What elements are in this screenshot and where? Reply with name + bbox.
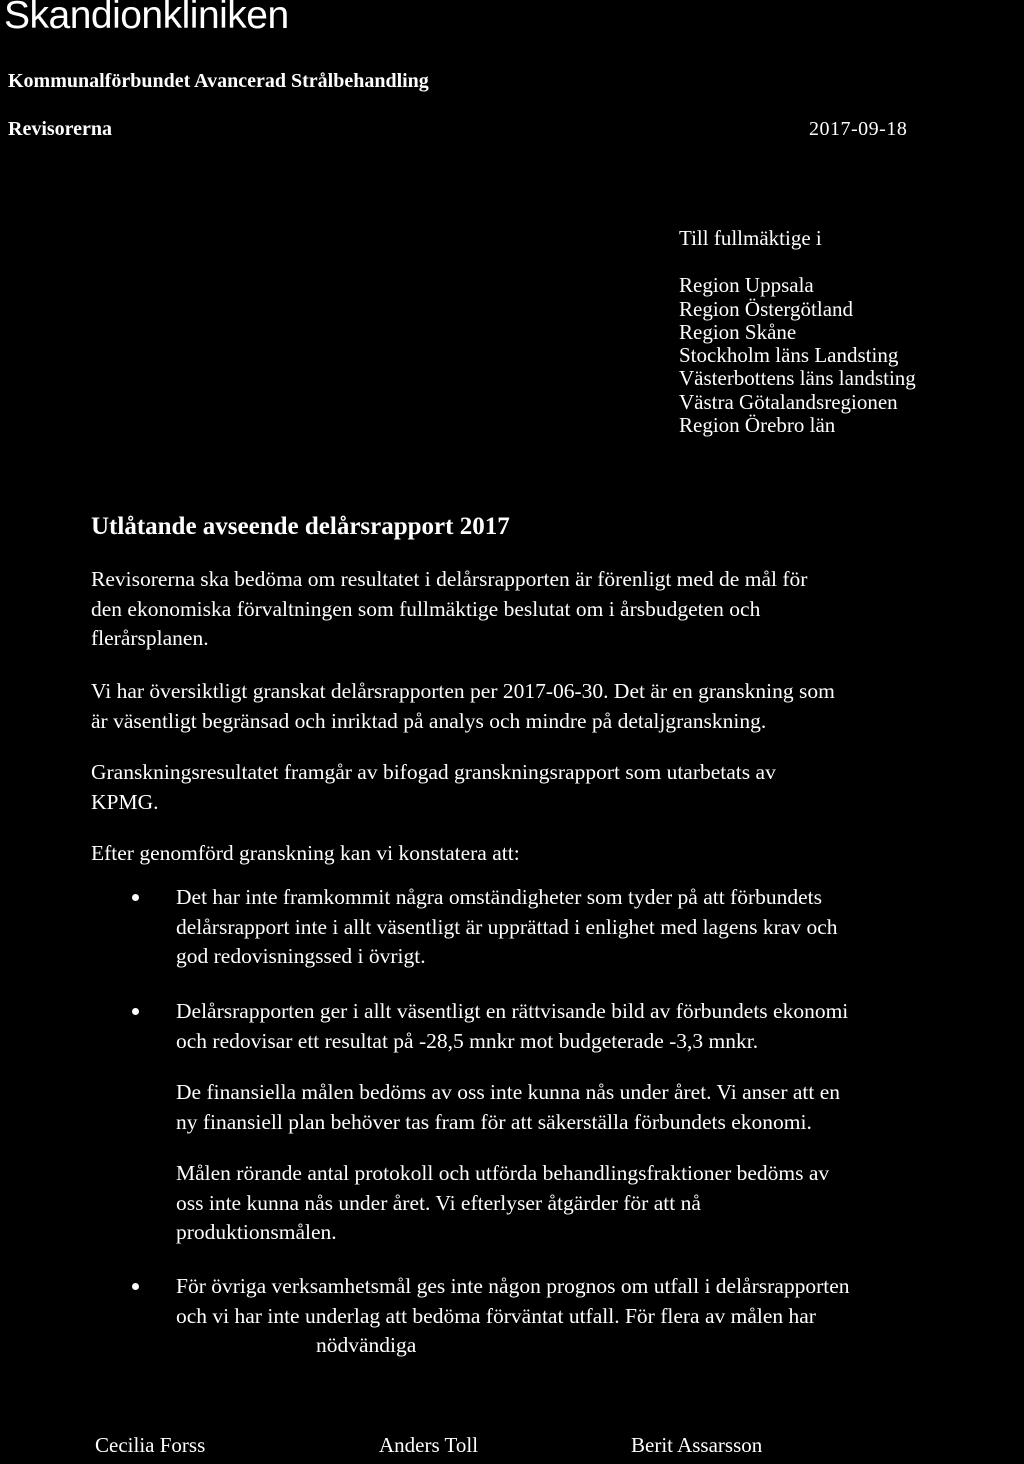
recipients-intro: Till fullmäktige i [679, 226, 822, 250]
bullet-line: ny finansiell plan behöver tas fram för att säkerställa förbundets ekonomi. [176, 1109, 812, 1134]
signature-name: Anders Toll [379, 1433, 479, 1457]
recipients-block [679, 227, 916, 437]
bullet-dot-icon [132, 1008, 139, 1015]
paragraph-assessment-scope [91, 565, 1024, 654]
document-heading: Utlåtande avseende delårsrapport 2017 [91, 513, 510, 540]
recipient-item: Region Örebro län [679, 413, 836, 438]
paragraph-line: KPMG. [91, 789, 159, 814]
paragraph-line: flerårsplanen. [91, 626, 209, 651]
paragraph-review-results [91, 758, 1024, 817]
bullet-subparagraph-financial-goals [176, 1078, 840, 1137]
recipient-item: Region Uppsala [679, 273, 814, 298]
bullet-line: Delårsrapporten ger i allt väsentligt en rättvisande bild av förbundets ekonomi [176, 999, 849, 1023]
recipient-item: Västra Götalandsregionen [679, 389, 898, 414]
paragraph-line: Vi har översiktligt granskat delårsrapporten per 2017-06-30. Det är en granskning som [91, 679, 835, 703]
bullet-line: De finansiella målen bedöms av oss inte kunna nås under året. Vi anser att en [176, 1080, 841, 1104]
paragraph-line: Granskningsresultatet framgår av bifogad granskningsrapport som utarbetats av [91, 760, 776, 784]
bullet-subparagraph-production-goals [176, 1159, 829, 1248]
recipient-item: Region Östergötland [679, 296, 854, 321]
bullet-line: och vi har inte underlag att bedöma förväntat utfall. För flera av målen har [176, 1303, 816, 1328]
bullet-text [176, 1272, 850, 1361]
bullet-line: Målen rörande antal protokoll och utförda behandlingsfraktioner bedöms av [176, 1161, 830, 1185]
paragraph-line: den ekonomiska förvaltningen som fullmäktige beslutat om i årsbudgeten och [91, 596, 761, 621]
recipient-item: Västerbottens läns landsting [679, 366, 916, 391]
signature-name: Cecilia Forss [95, 1433, 206, 1457]
bullet-line: god redovisningssed i övrigt. [176, 944, 426, 969]
signature-name: Berit Assarsson [631, 1433, 763, 1457]
bullet-line: Det har inte framkommit några omständigheter som tyder på att förbundets [176, 885, 823, 909]
paragraph-line: Efter genomförd granskning kan vi konstatera att: [91, 841, 520, 865]
organization-name: Kommunalförbundet Avancerad Strålbehandling [8, 70, 429, 92]
bullet-dot-icon [132, 894, 139, 901]
bullet-line: och redovisar ett resultat på -28,5 mnkr mot budgeterade -3,3 mnkr. [176, 1028, 759, 1053]
bullet-text [176, 883, 838, 972]
paragraph-line: Revisorerna ska bedöma om resultatet i delårsrapporten är förenligt med de mål för [91, 567, 808, 591]
bullet-text [176, 997, 848, 1056]
bullet-line: delårsrapport inte i allt väsentligt är upprättad i enlighet med lagens krav och [176, 914, 838, 939]
paragraph-conclusion-intro [91, 839, 1024, 869]
paragraph-review-scope [91, 677, 1024, 736]
bullet-line: nödvändiga [316, 1333, 417, 1358]
bullet-line: produktionsmålen. [176, 1220, 337, 1245]
document-date: 2017-09-18 [809, 118, 908, 140]
paragraph-line: är väsentligt begränsad och inriktad på analys och mindre på detaljgranskning. [91, 708, 767, 733]
bullet-line: För övriga verksamhetsmål ges inte någon prognos om utfall i delårsrapporten [176, 1274, 850, 1298]
bullet-dot-icon [132, 1283, 139, 1290]
logo-wordmark: Skandionkliniken [4, 0, 289, 37]
recipient-item: Stockholm läns Landsting [679, 343, 899, 368]
department-name: Revisorerna [8, 118, 113, 140]
bullet-line: oss inte kunna nås under året. Vi efterlyser åtgärder för att nå [176, 1190, 701, 1215]
recipient-item: Region Skåne [679, 319, 797, 344]
